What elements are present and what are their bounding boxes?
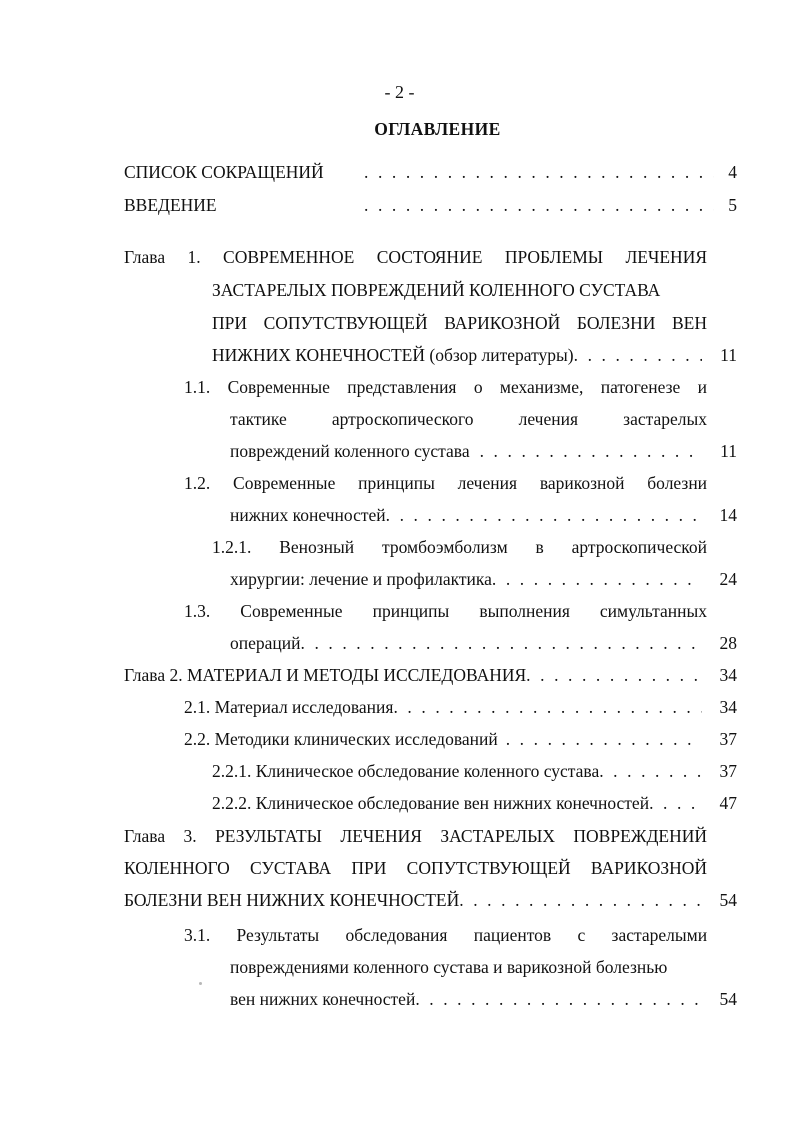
toc-entry-introduction[interactable]: ВВЕДЕНИЕ . . . (124, 191, 714, 219)
page-ref: 54 (719, 989, 737, 1009)
leader-dots (470, 437, 702, 465)
page-ref: 37 (719, 761, 737, 781)
toc-chapter-3-line-3: БОЛЕЗНИ ВЕН НИЖНИХ КОНЕЧНОСТЕЙ . . . (124, 886, 702, 914)
toc-chapter-1-line-3: ПРИ СОПУТСТВУЮЩЕЙ ВАРИКОЗНОЙ БОЛЕЗНИ ВЕН (212, 313, 707, 333)
page-ref: 11 (720, 441, 737, 461)
toc-entry-chapter-3[interactable]: Глава 3. РЕЗУЛЬТАТЫ ЛЕЧЕНИЯ ЗАСТАРЕЛЫХ ПОВРЕЖДЕНИЙ (124, 826, 707, 846)
page-ref: 28 (719, 633, 737, 653)
page-ref: 4 (728, 162, 737, 182)
leader-dots (301, 629, 703, 657)
toc-section-3-1-line-3: вен нижних конечностей . . . (230, 985, 702, 1013)
toc-entry-chapter-1[interactable]: Глава 1. СОВРЕМЕННОЕ СОСТОЯНИЕ ПРОБЛЕМЫ ЛЕЧЕНИЯ (124, 247, 708, 267)
page-ref: 14 (719, 505, 737, 525)
leader-dots (415, 985, 702, 1013)
leader-dots (364, 158, 714, 186)
page-ref: 37 (719, 729, 737, 749)
toc-entry-section-2-2-2[interactable]: 2.2.2. Клиническое обследование вен нижних конечностей . . . (212, 789, 702, 817)
toc-section-1-1-line-2: тактике артроскопического лечения застарелых (230, 409, 708, 429)
page-ref: 34 (719, 665, 737, 685)
toc-section-1-3-line-2: операций . . . (230, 629, 702, 657)
leader-dots (498, 725, 702, 753)
toc-section-3-1-line-2: повреждениями коленного сустава и варикозной болезнью (230, 957, 668, 977)
toc-entry-section-2-2-1[interactable]: 2.2.1. Клиническое обследование коленного сустава . . . (212, 757, 702, 785)
toc-entry-section-2-1[interactable]: 2.1. Материал исследования . . . (184, 693, 702, 721)
page-number: - 2 - (384, 82, 415, 102)
toc-section-1-2-1-line-2: хирургии: лечение и профилактика . . . (230, 565, 702, 593)
toc-chapter-1-line-2: ЗАСТАРЕЛЫХ ПОВРЕЖДЕНИЙ КОЛЕННОГО СУСТАВА (212, 280, 661, 300)
toc-chapter-3-line-2: КОЛЕННОГО СУСТАВА ПРИ СОПУТСТВУЮЩЕЙ ВАРИКОЗНОЙ (124, 858, 708, 878)
toc-entry-chapter-2[interactable]: Глава 2. МАТЕРИАЛ И МЕТОДЫ ИССЛЕДОВАНИЯ . . . (124, 661, 702, 689)
toc-entry-section-1-2-1[interactable]: 1.2.1. Венозный тромбоэмболизм в артроскопической (212, 537, 708, 557)
leader-dots (526, 661, 702, 689)
leader-dots (364, 191, 714, 219)
toc-entry-section-2-2[interactable]: 2.2. Методики клинических исследований . . . (184, 725, 702, 753)
page-title: ОГЛАВЛЕНИЕ (374, 119, 501, 139)
page-ref: 5 (728, 195, 737, 215)
toc-entry-section-1-1[interactable]: 1.1. Современные представления о механизме, патогенезе и (184, 377, 708, 397)
page-ref: 11 (720, 345, 737, 365)
toc-entry-abbreviations[interactable]: СПИСОК СОКРАЩЕНИЙ . . . (124, 158, 714, 186)
page-ref: 47 (719, 793, 737, 813)
toc-entry-section-1-2[interactable]: 1.2. Современные принципы лечения варикозной болезни (184, 473, 708, 493)
page-ref: 24 (719, 569, 737, 589)
toc-section-1-2-line-2: нижних конечностей . . . (230, 501, 702, 529)
toc-entry-section-3-1[interactable]: 3.1. Результаты обследования пациентов с застарелыми (184, 925, 708, 945)
leader-dots (459, 886, 702, 914)
toc-section-1-1-line-3: повреждений коленного сустава . . . (230, 437, 702, 465)
leader-dots (386, 501, 702, 529)
leader-dots (492, 565, 702, 593)
page-ref: 34 (719, 697, 737, 717)
scan-speck (199, 982, 202, 985)
toc-entry-section-1-3[interactable]: 1.3. Современные принципы выполнения симультанных (184, 601, 707, 621)
leader-dots (393, 693, 702, 721)
toc-chapter-1-line-4: НИЖНИХ КОНЕЧНОСТЕЙ (обзор литературы) . . . (212, 341, 702, 369)
page-ref: 54 (719, 890, 737, 910)
